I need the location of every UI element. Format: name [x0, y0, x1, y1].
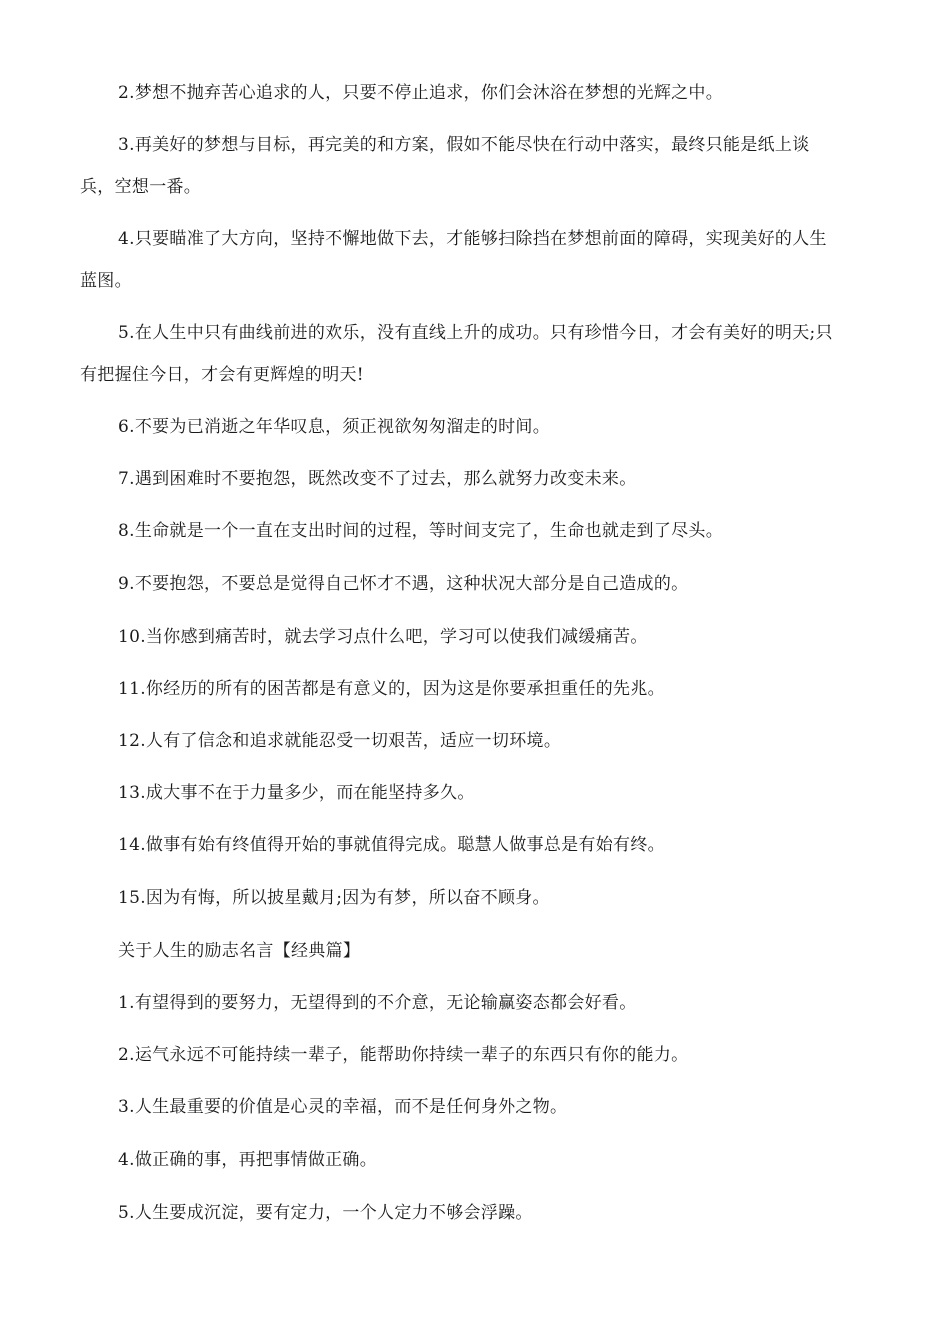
quote-item: 10.当你感到痛苦时，就去学习点什么吧，学习可以使我们减缓痛苦。	[118, 627, 648, 647]
quote-item: 11.你经历的所有的困苦都是有意义的，因为这是你要承担重任的先兆。	[118, 679, 665, 699]
quote-item-continuation: 蓝图。	[80, 271, 132, 291]
quote-item: 4.只要瞄准了大方向，坚持不懈地做下去，才能够扫除挡在梦想前面的障碍，实现美好的人生	[118, 229, 827, 249]
quote-item: 13.成大事不在于力量多少，而在能坚持多久。	[118, 783, 475, 803]
quote-item: 2.梦想不抛弃苦心追求的人，只要不停止追求，你们会沐浴在梦想的光辉之中。	[118, 83, 724, 103]
quote-item: 8.生命就是一个一直在支出时间的过程，等时间支完了，生命也就走到了尽头。	[118, 521, 724, 541]
quote-item: 15.因为有悔，所以披星戴月;因为有梦，所以奋不顾身。	[118, 888, 550, 908]
quote-item: 14.做事有始有终值得开始的事就值得完成。聪慧人做事总是有始有终。	[118, 835, 665, 855]
quote-item-continuation: 有把握住今日，才会有更辉煌的明天!	[80, 365, 364, 385]
quote-item-continuation: 兵，空想一番。	[80, 177, 202, 197]
quote-item: 6.不要为已消逝之年华叹息，须正视欲匆匆溜走的时间。	[118, 417, 551, 437]
quote-item: 12.人有了信念和追求就能忍受一切艰苦，适应一切环境。	[118, 731, 562, 751]
quote-item: 9.不要抱怨，不要总是觉得自己怀才不遇，这种状况大部分是自己造成的。	[118, 574, 689, 594]
quote-item: 3.人生最重要的价值是心灵的幸福，而不是任何身外之物。	[118, 1097, 568, 1117]
quote-item: 3.再美好的梦想与目标，再完美的和方案，假如不能尽快在行动中落实，最终只能是纸上谈	[118, 135, 810, 155]
quote-item: 2.运气永远不可能持续一辈子，能帮助你持续一辈子的东西只有你的能力。	[118, 1045, 689, 1065]
quote-item: 5.在人生中只有曲线前进的欢乐，没有直线上升的成功。只有珍惜今日，才会有美好的明天;只	[118, 323, 833, 343]
quote-item: 7.遇到困难时不要抱怨，既然改变不了过去，那么就努力改变未来。	[118, 469, 637, 489]
section-heading: 关于人生的励志名言【经典篇】	[118, 941, 361, 961]
quote-item: 1.有望得到的要努力，无望得到的不介意，无论输赢姿态都会好看。	[118, 993, 637, 1013]
quote-item: 4.做正确的事，再把事情做正确。	[118, 1150, 378, 1170]
quote-item: 5.人生要成沉淀，要有定力，一个人定力不够会浮躁。	[118, 1203, 533, 1223]
